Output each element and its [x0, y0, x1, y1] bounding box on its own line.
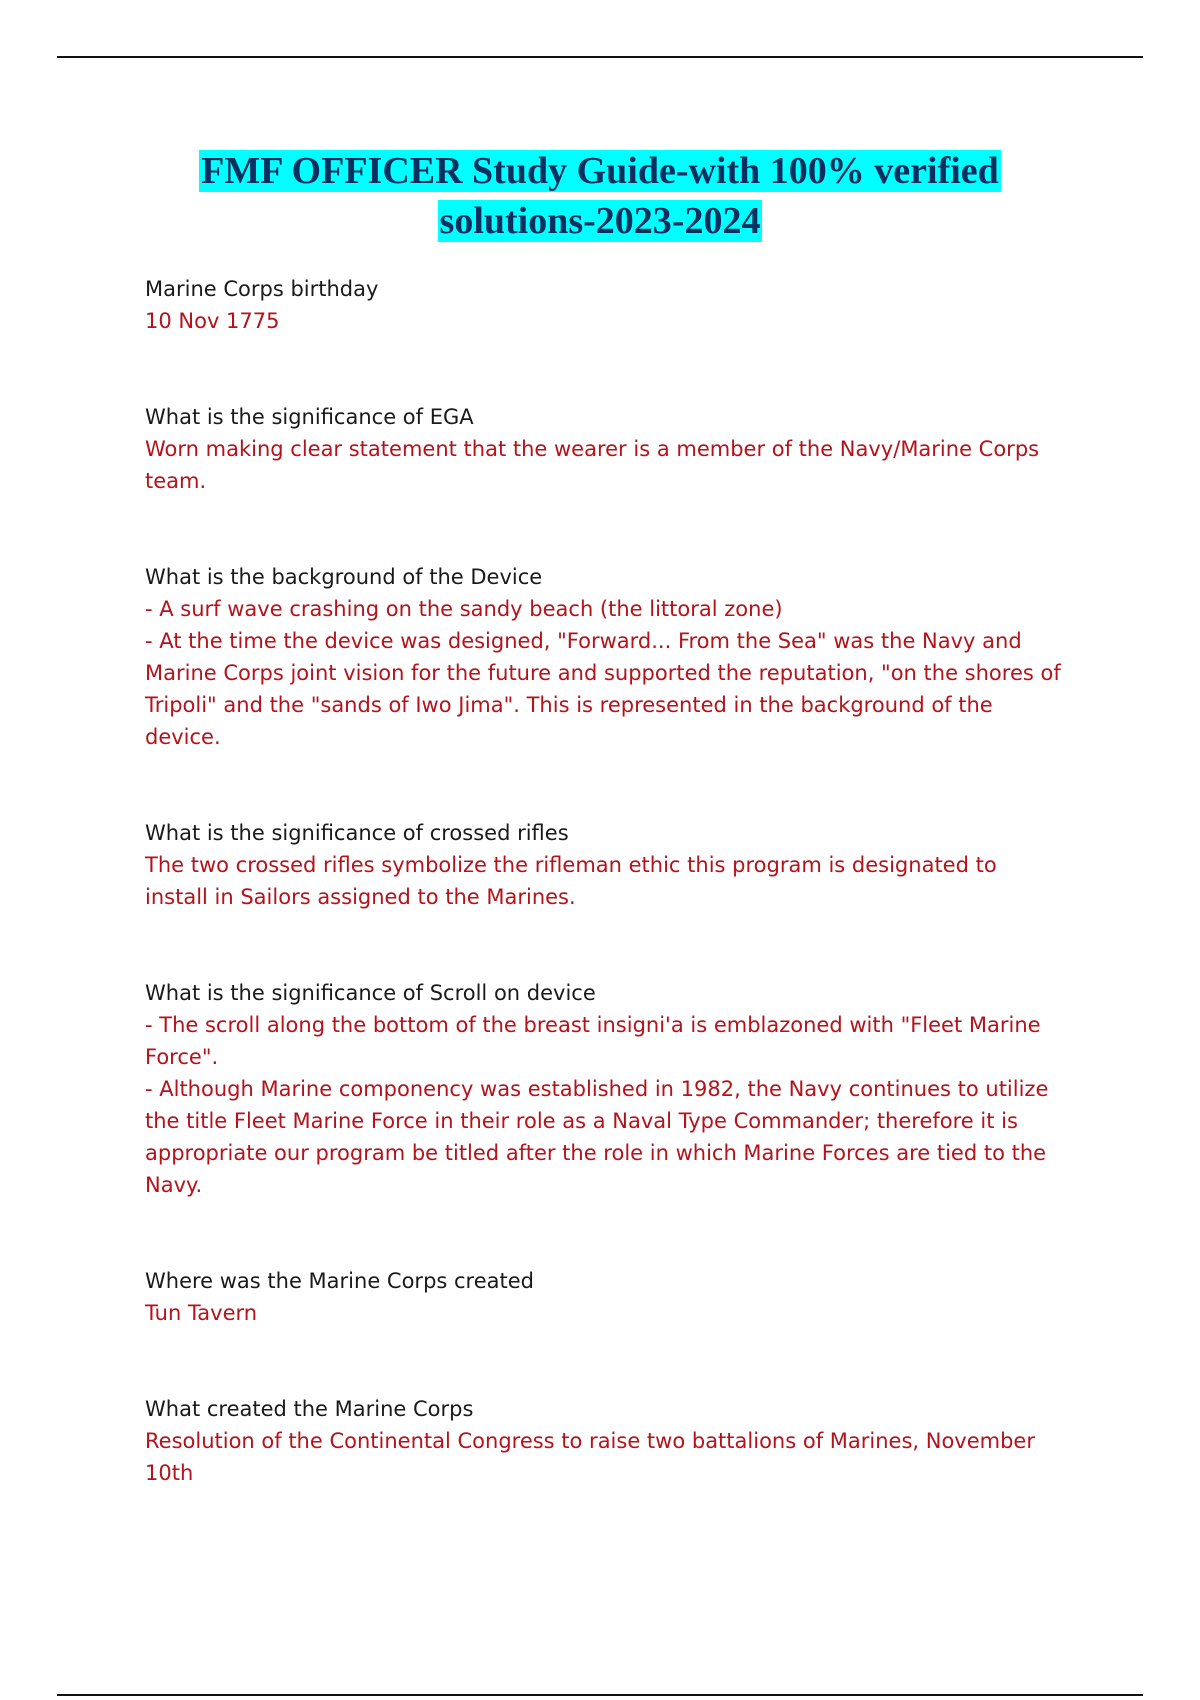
answer-text: Worn making clear statement that the wearer is a member of the Navy/Marine Corps team.	[145, 437, 1040, 493]
document-title	[100, 146, 1100, 246]
question-text: Marine Corps birthday	[145, 277, 379, 301]
qa-item	[145, 1265, 1065, 1329]
question-text: What is the background of the Device	[145, 565, 543, 589]
answer-text: Resolution of the Continental Congress to raise two battalions of Marines, November 10th	[145, 1429, 1035, 1485]
answer-text: - The scroll along the bottom of the breast insigni'a is emblazoned with "Fleet Marine Force".	[145, 1013, 1041, 1069]
title-line-2: solutions-2023-2024	[439, 200, 761, 242]
answer-text: 10 Nov 1775	[145, 309, 280, 333]
bottom-divider	[57, 1694, 1143, 1696]
qa-item	[145, 273, 1065, 337]
answer-text: The two crossed rifles symbolize the rifleman ethic this program is designated to install in Sailors assigned to the Marines.	[145, 853, 997, 909]
qa-item	[145, 1393, 1065, 1489]
question-text: What created the Marine Corps	[145, 1397, 474, 1421]
qa-item	[145, 977, 1065, 1201]
question-text: What is the significance of EGA	[145, 405, 474, 429]
top-divider	[57, 56, 1143, 58]
qa-list	[145, 273, 1065, 1489]
answer-text: - A surf wave crashing on the sandy beach (the littoral zone)	[145, 597, 783, 621]
qa-item	[145, 401, 1065, 497]
answer-text: - Although Marine componency was established in 1982, the Navy continues to utilize the title Fleet Marine Force in their role as a Naval Type Commander; therefore it is appropriate our program be titled after the role in which Marine Forces are tied to the Navy.	[145, 1077, 1049, 1197]
question-text: What is the significance of Scroll on device	[145, 981, 596, 1005]
answer-text: Tun Tavern	[145, 1301, 258, 1325]
question-text: Where was the Marine Corps created	[145, 1269, 535, 1293]
question-text: What is the significance of crossed rifles	[145, 821, 569, 845]
qa-item	[145, 561, 1065, 753]
answer-text: - At the time the device was designed, "Forward... From the Sea" was the Navy and Marine Corps joint vision for the future and supported the reputation, "on the shores of Tripoli" and the "sands of Iwo Jima". This is represented in the background of the device.	[145, 629, 1061, 749]
qa-item	[145, 817, 1065, 913]
title-line-1: FMF OFFICER Study Guide-with 100% verified	[201, 150, 999, 192]
